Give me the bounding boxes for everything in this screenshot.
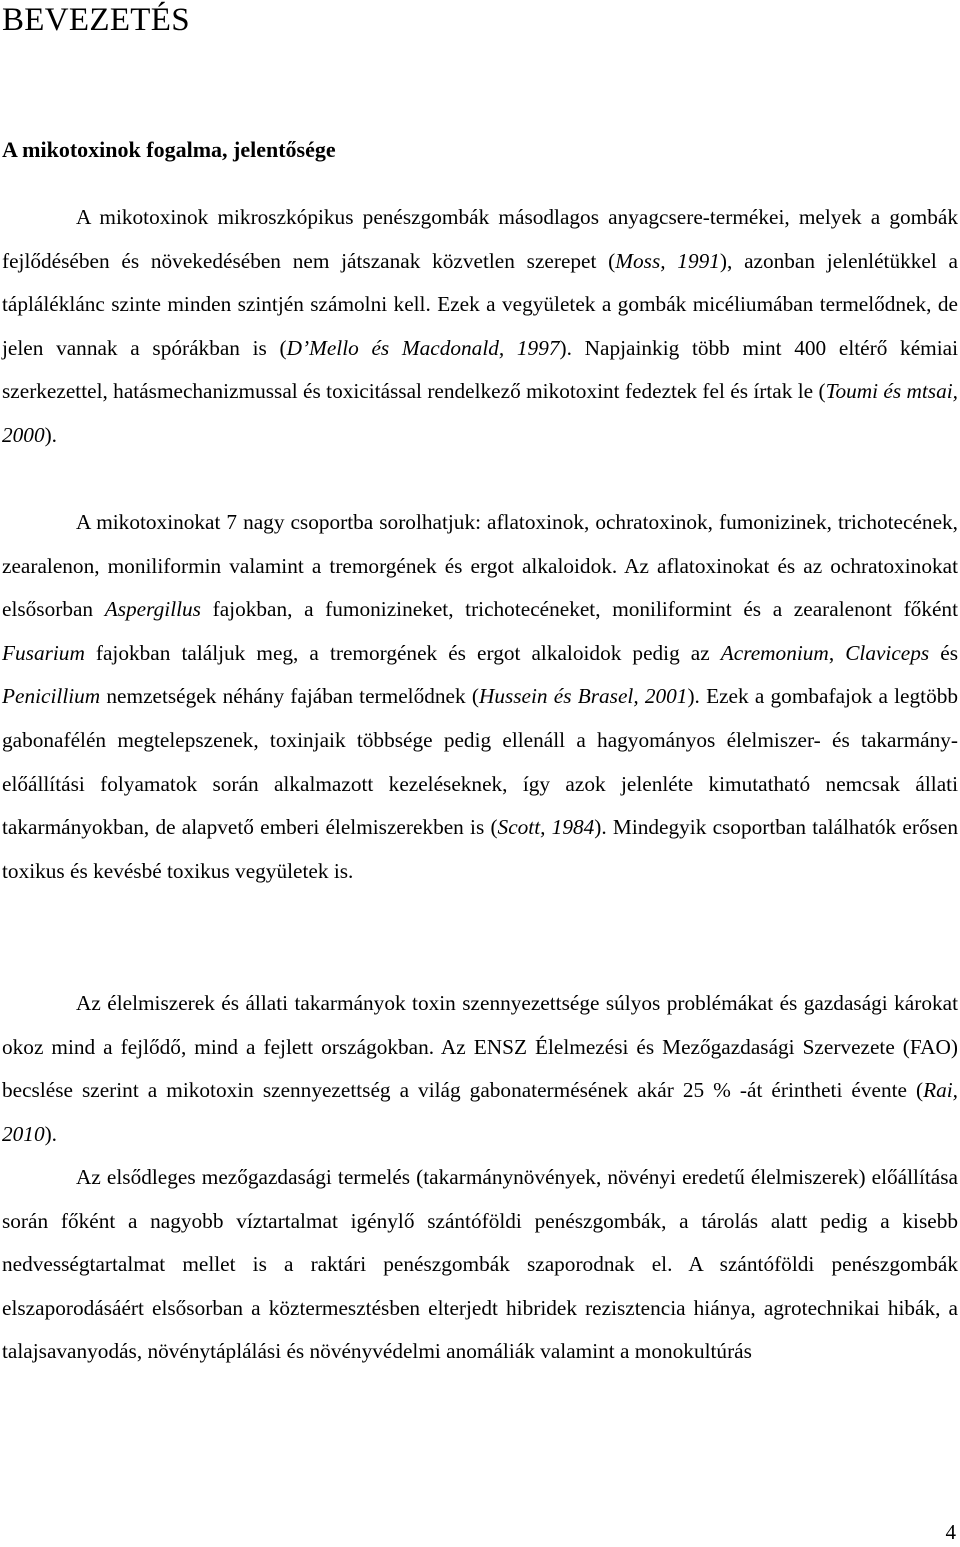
paragraph-segment: A mikotoxinok mikroszkópikus penészgombák másodlagos anyagcsere-termékei, melyek a gombák fejlődésében és növekedésében nem játszanak közvetlen szerepet ( bbox=[2, 205, 958, 273]
chapter-title: BEVEZETÉS bbox=[2, 2, 190, 38]
paragraph-segment: ). Mindegyik csoportban találhatók erősen toxikus és kevésbé toxikus vegyületek is. bbox=[2, 815, 958, 883]
paragraph-segment: ). bbox=[44, 1121, 58, 1146]
citation: Hussein és Brasel, 2001 bbox=[478, 684, 688, 709]
paragraph-segment: nemzetségek néhány fajában termelődnek ( bbox=[100, 684, 479, 709]
paragraph-2 bbox=[2, 501, 958, 893]
paragraph-segment: Az elsődleges mezőgazdasági termelés (takarmánynövények, növényi eredetű élelmiszerek) előállítása során főként a nagyobb víztartalmat igénylő szántóföldi penészgombák, a tárolás alatt pedig a kisebb nedvességtartalmat mellet is a raktári penészgombák szaporodnak el. A szántóföldi penészgombák elszaporodásáért elsősorban a köztermesztésben elterjedt hibridek rezisztencia hiánya, agrotechnikai hibák, a talajsavanyodás, növénytáplálási és növényvédelmi anomáliák valamint a monokultúrás bbox=[2, 1165, 958, 1364]
section-title: A mikotoxinok fogalma, jelentősége bbox=[2, 137, 336, 162]
citation: D’Mello és Macdonald, 1997 bbox=[286, 335, 560, 360]
paragraph-segment: fajokban találjuk meg, a tremorgének és ergot alkaloidok pedig az bbox=[84, 640, 721, 665]
genus-name: Aspergillus bbox=[104, 597, 201, 622]
citation: Scott, 1984 bbox=[497, 815, 595, 840]
paragraph-segment: és bbox=[929, 640, 958, 665]
paragraph-segment: fajokban, a fumonizineket, trichotecéneket, moniliformint és a zearalenont főként bbox=[200, 597, 958, 622]
paragraph-segment: , bbox=[828, 640, 846, 665]
citation: Moss, 1991 bbox=[615, 248, 720, 273]
paragraph-segment: ), azonban jelenlétükkel a tápláléklánc szinte minden szintjén számolni kell. Ezek a vegyületek a gombák micéliumában termelődnek, de jelen vannak a spórákban is ( bbox=[2, 248, 958, 360]
paragraph-segment: A mikotoxinokat 7 nagy csoportba sorolhatjuk: aflatoxinok, ochratoxinok, fumonizinek, trichotecének, zearalenon, moniliformin valamint a tremorgének és ergot alkaloidok. Az aflatoxinokat és az ochratoxinokat elsősorban bbox=[2, 510, 958, 622]
citation: Rai, 2010 bbox=[2, 1078, 958, 1146]
paragraph-3 bbox=[2, 982, 958, 1156]
paragraph-1 bbox=[2, 196, 958, 458]
page-number: 4 bbox=[945, 1520, 956, 1544]
paragraph-segment: ). bbox=[44, 422, 58, 447]
genus-name: Penicillium bbox=[2, 684, 101, 709]
genus-name: Fusarium bbox=[2, 640, 85, 665]
citation: Toumi és mtsai, 2000 bbox=[2, 379, 958, 447]
genus-name: Acremonium bbox=[720, 640, 829, 665]
paragraph-segment: ). Ezek a gombafajok a legtöbb gabonafélén megtelepszenek, toxinjaik többsége pedig ellenáll a hagyományos élelmiszer- és takarmány-előállítási folyamatok során alkalmazott kezeléseknek, így azok jelenléte kimutatható nemcsak állati takarmányokban, de alapvető emberi élelmiszerekben is ( bbox=[2, 684, 959, 840]
paragraph-segment: Az élelmiszerek és állati takarmányok toxin szennyezettsége súlyos problémákat és gazdasági károkat okoz mind a fejlődő, mind a fejlett országokban. Az ENSZ Élelmezési és Mezőgazdasági Szervezete (FAO) becslése szerint a mikotoxin szennyezettség a világ gabonatermésének akár 25 % -át érintheti évente ( bbox=[2, 991, 958, 1103]
genus-name: Claviceps bbox=[845, 640, 930, 665]
paragraph-4 bbox=[2, 1156, 958, 1374]
paragraph-segment: ). Napjainkig több mint 400 eltérő kémiai szerkezettel, hatásmechanizmussal és toxicitással rendelkező mikotoxint fedeztek fel és írtak le ( bbox=[2, 335, 958, 404]
